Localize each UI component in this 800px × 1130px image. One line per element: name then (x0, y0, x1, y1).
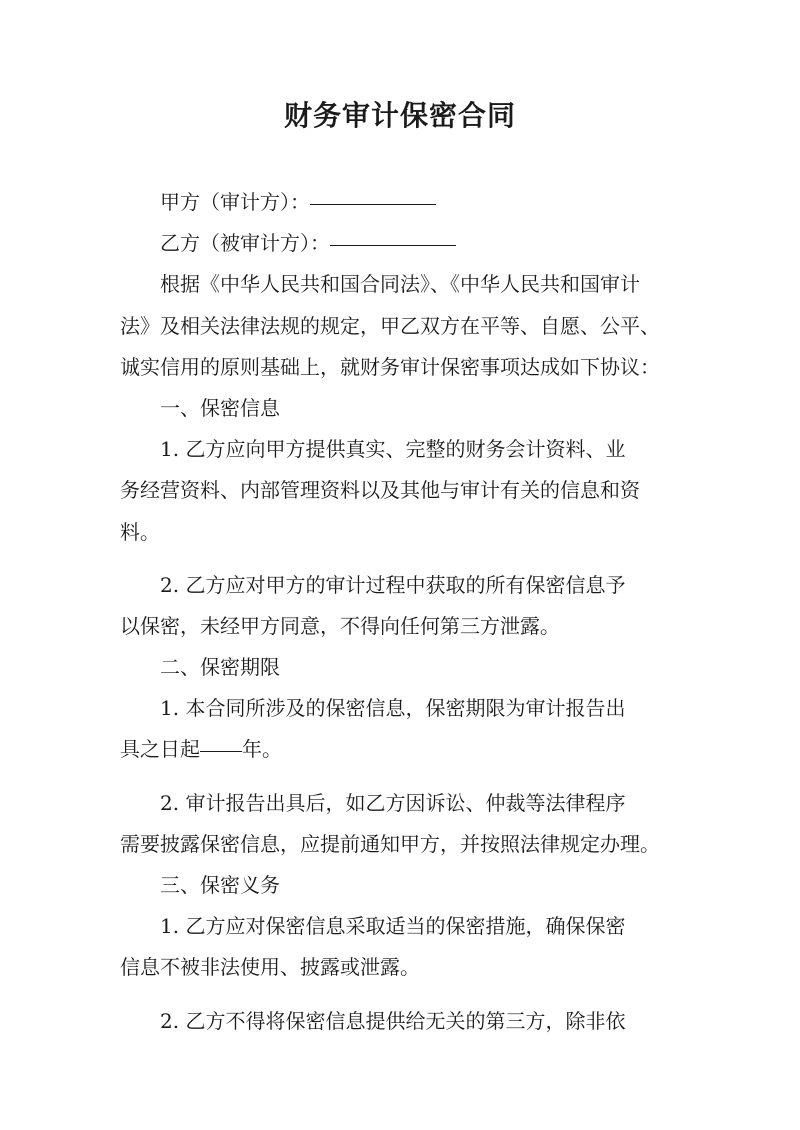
clause-line: 1. 乙方应向甲方提供真实、完整的财务会计资料、业 (160, 437, 626, 462)
clause-line: 需要披露保密信息，应提前通知甲方，并按照法律规定办理。 (120, 831, 660, 856)
clause-tail-before: 具之日起 (120, 737, 200, 762)
party-b-blank (330, 219, 456, 246)
clause-line: 务经营资料、内部管理资料以及其他与审计有关的信息和资 (120, 478, 640, 503)
party-a-blank (310, 178, 436, 205)
section-heading: 三、保密义务 (160, 873, 280, 897)
document-title: 财务审计保密合同 (283, 99, 516, 132)
party-a-label: 甲方（审计方）： (160, 190, 310, 214)
preamble-line-1: 根据《中华人民共和国合同法》、《中华人民共和国审计 (160, 272, 640, 297)
clause-line (120, 729, 686, 770)
clause-line: 2. 乙方应对甲方的审计过程中获取的所有保密信息予 (160, 572, 626, 597)
clause-line: 1. 乙方应对保密信息采取适当的保密措施，确保保密 (160, 914, 626, 939)
clause-line: 信息不被非法使用、披露或泄露。 (120, 955, 420, 980)
section-heading: 二、保密期限 (160, 655, 280, 680)
preamble-line-2: 法》及相关法律法规的规定，甲乙双方在平等、自愿、公平、 (120, 313, 660, 338)
clause-line: 1. 本合同所涉及的保密信息，保密期限为审计报告出 (160, 696, 626, 721)
party-b-label: 乙方（被审计方）： (160, 231, 330, 256)
clause-line: 料。 (120, 519, 160, 544)
section-heading: 一、保密信息 (160, 395, 280, 420)
clause-line: 2. 乙方不得将保密信息提供给无关的第三方，除非依 (160, 1008, 626, 1033)
years-blank (200, 725, 242, 752)
preamble-line-3: 诚实信用的原则基础上，就财务审计保密事项达成如下协议： (120, 354, 660, 379)
document-body (120, 182, 686, 1042)
party-b-line (120, 223, 686, 264)
clause-tail-after: 年。 (242, 737, 282, 762)
clause-line: 以保密，未经甲方同意，不得向任何第三方泄露。 (120, 613, 560, 638)
party-a-line (120, 182, 686, 223)
clause-line: 2. 审计报告出具后，如乙方因诉讼、仲裁等法律程序 (160, 790, 626, 815)
